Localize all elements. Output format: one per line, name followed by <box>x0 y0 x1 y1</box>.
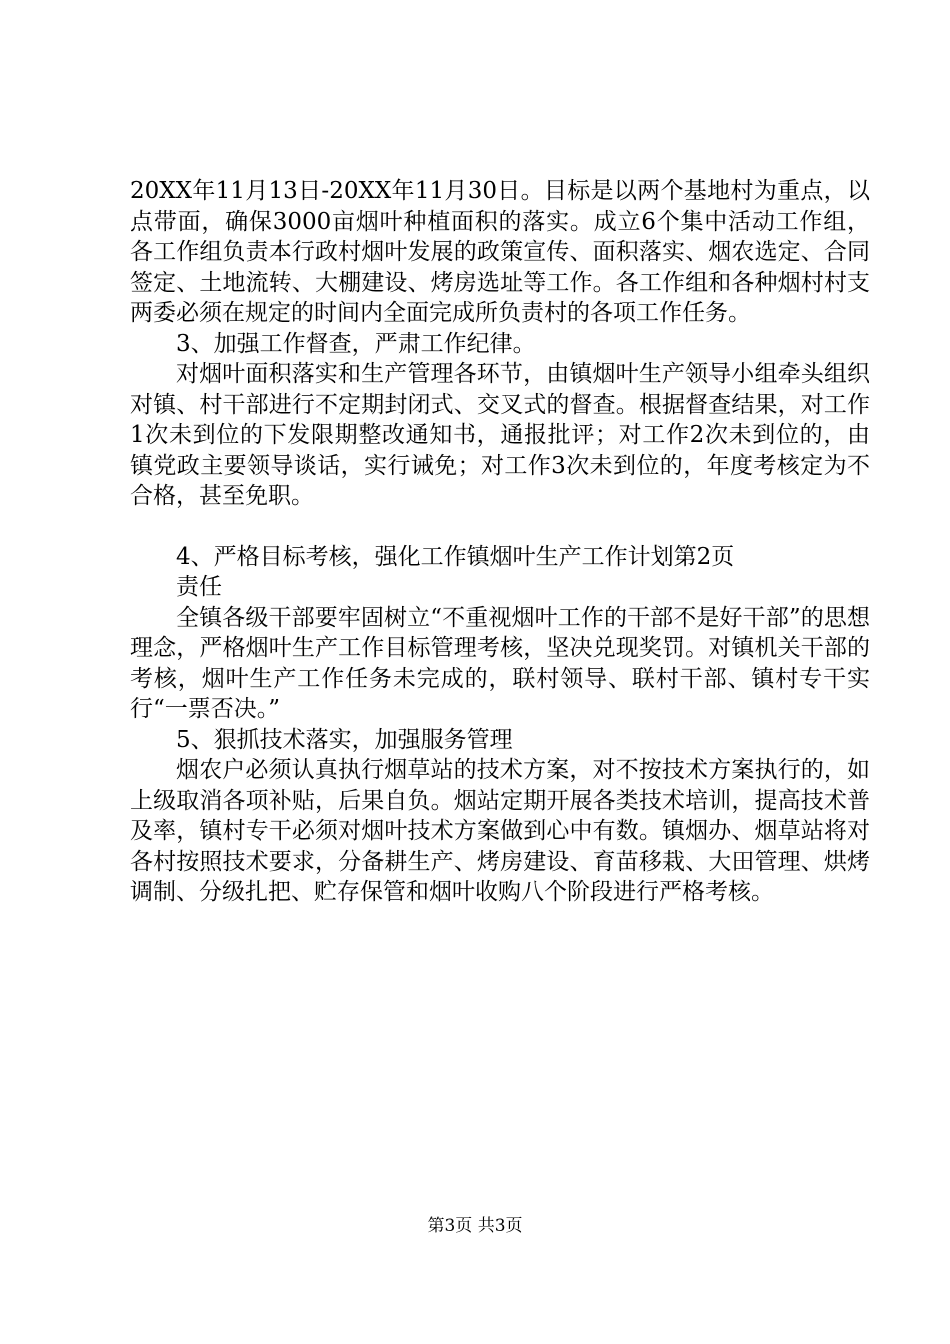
paragraph-assessment: 全镇各级干部要牢固树立“不重视烟叶工作的干部不是好干部”的思想理念，严格烟叶生产工作目标管理考核，坚决兑现奖罚。对镇机关干部的考核，烟叶生产工作任务未完成的，联村领导、联村干部、镇村专干实行“一票否决。” <box>130 604 870 722</box>
section-heading-4: 4、严格目标考核，强化工作镇烟叶生产工作计划第2页 <box>176 543 735 570</box>
paragraph-supervision: 对烟叶面积落实和生产管理各环节，由镇烟叶生产领导小组牵头组织对镇、村干部进行不定期封闭式、交叉式的督查。根据督查结果，对工作1次未到位的下发限期整改通知书，通报批评；对工作2次未到位的，由镇党政主要领导谈话，实行诫免；对工作3次未到位的，年度考核定为不合格，甚至免职。 <box>130 361 870 509</box>
paragraph-gap <box>130 512 870 542</box>
paragraph-technology: 烟农户必须认真执行烟草站的技术方案，对不按技术方案执行的，如上级取消各项补贴，后果自负。烟站定期开展各类技术培训，提高技术普及率，镇村专干必须对烟叶技术方案做到心中有数。镇烟办、烟草站将对各村按照技术要求，分备耕生产、烤房建设、育苗移栽、大田管理、烘烤调制、分级扎把、贮存保管和烟叶收购八个阶段进行严格考核。 <box>130 757 870 905</box>
document-body <box>130 176 870 908</box>
paragraph-schedule: 20XX年11月13日-20XX年11月30日。目标是以两个基地村为重点，以点带面，确保3000亩烟叶种植面积的落实。成立6个集中活动工作组，各工作组负责本行政村烟叶发展的政策宣传、面积落实、烟农选定、合同签定、土地流转、大棚建设、烤房选址等工作。各工作组和各种烟村村支两委必须在规定的时间内全面完成所负责村的各项工作任务。 <box>130 178 870 326</box>
section-heading-3: 3、加强工作督查，严肃工作纪律。 <box>176 330 536 357</box>
section-heading-5: 5、狠抓技术落实，加强服务管理 <box>176 726 513 753</box>
section-heading-4-continued: 责任 <box>176 574 222 600</box>
page-footer: 第3页 共3页 <box>427 1216 523 1236</box>
